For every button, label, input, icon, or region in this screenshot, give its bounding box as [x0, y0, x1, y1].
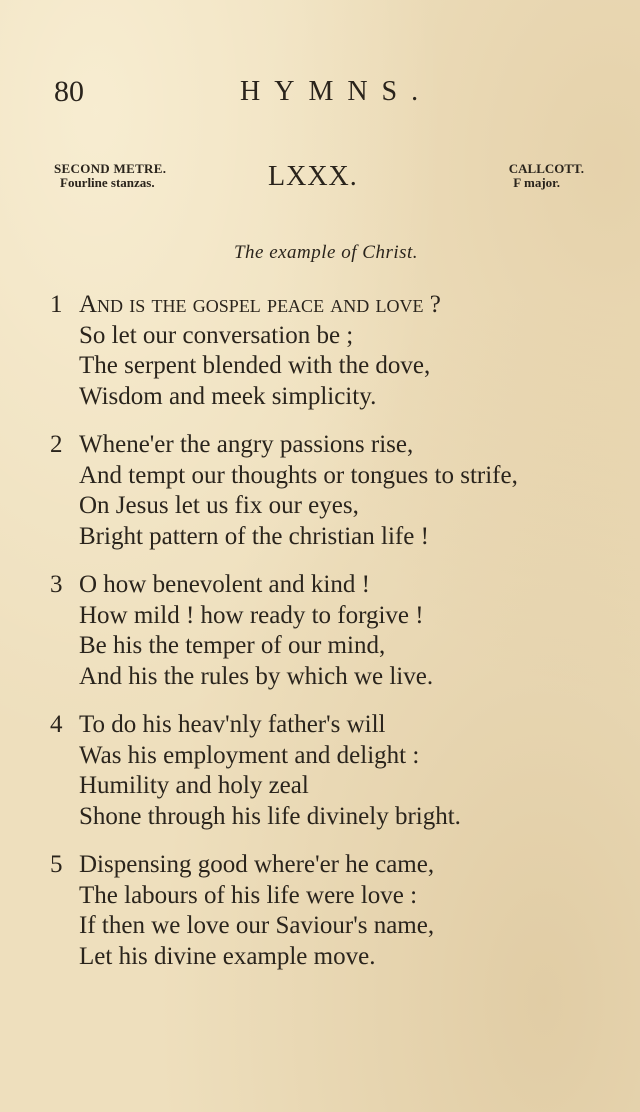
stanza: [50, 430, 610, 570]
stanza-number: 2: [50, 431, 63, 458]
stanza: [50, 710, 610, 850]
stanza-number: 3: [50, 571, 63, 598]
tune-label: [509, 162, 584, 190]
tune-name: CALLCOTT.: [508, 161, 584, 176]
verse-line: Be his the temper of our mind,: [79, 632, 386, 659]
metre-name: SECOND METRE.: [54, 161, 167, 176]
page-number: 80: [54, 75, 84, 108]
stanza-lines: [79, 570, 433, 692]
verse-line: Shone through his life divinely bright.: [79, 802, 461, 830]
stanza-lines: [79, 290, 441, 412]
stanza-list: [50, 290, 610, 990]
verse-line: How mild ! how ready to forgive !: [79, 601, 424, 629]
verse-line: Whene'er the angry passions rise,: [79, 431, 414, 458]
verse-line: So let our conversation be ;: [79, 321, 354, 349]
hymn-number: LXXX.: [268, 161, 358, 192]
verse-line: Let his divine example move.: [79, 942, 376, 970]
stanza-number: 4: [50, 711, 63, 738]
stanza: [50, 290, 610, 430]
stanza-number: 1: [50, 291, 63, 318]
verse-line: To do his heav'nly father's will: [79, 711, 386, 738]
hymn-subtitle: The example of Christ.: [233, 242, 419, 263]
metre-label: [54, 162, 166, 190]
stanza-lines: [79, 850, 434, 972]
verse-line: Humility and holy zeal: [79, 772, 309, 799]
stanza: [50, 850, 610, 990]
verse-line: And tempt our thoughts or tongues to strife,: [79, 461, 518, 489]
verse-line: Bright pattern of the christian life !: [79, 522, 429, 550]
running-title: HYMNS.: [240, 76, 433, 107]
stanza: [50, 570, 610, 710]
verse-line: O how benevolent and kind !: [79, 571, 370, 598]
verse-line: And is the gospel peace and love ?: [79, 291, 441, 318]
verse-line: If then we love our Saviour's name,: [79, 912, 435, 939]
verse-line: The labours of his life were love :: [79, 881, 418, 909]
verse-line: On Jesus let us fix our eyes,: [79, 492, 359, 519]
metre-description: Fourline stanzas.: [60, 175, 155, 190]
stanza-lines: [79, 710, 461, 832]
verse-line: Was his employment and delight :: [79, 741, 420, 769]
stanza-lines: [79, 430, 518, 552]
stanza-number: 5: [50, 851, 63, 878]
tune-key: F major.: [513, 175, 560, 190]
verse-line: Dispensing good where'er he came,: [79, 851, 435, 878]
running-head: [54, 74, 584, 114]
verse-line: The serpent blended with the dove,: [79, 352, 431, 379]
verse-line: Wisdom and meek simplicity.: [79, 382, 377, 410]
hymn-heading: [54, 160, 584, 200]
verse-line: And his the rules by which we live.: [79, 662, 434, 690]
